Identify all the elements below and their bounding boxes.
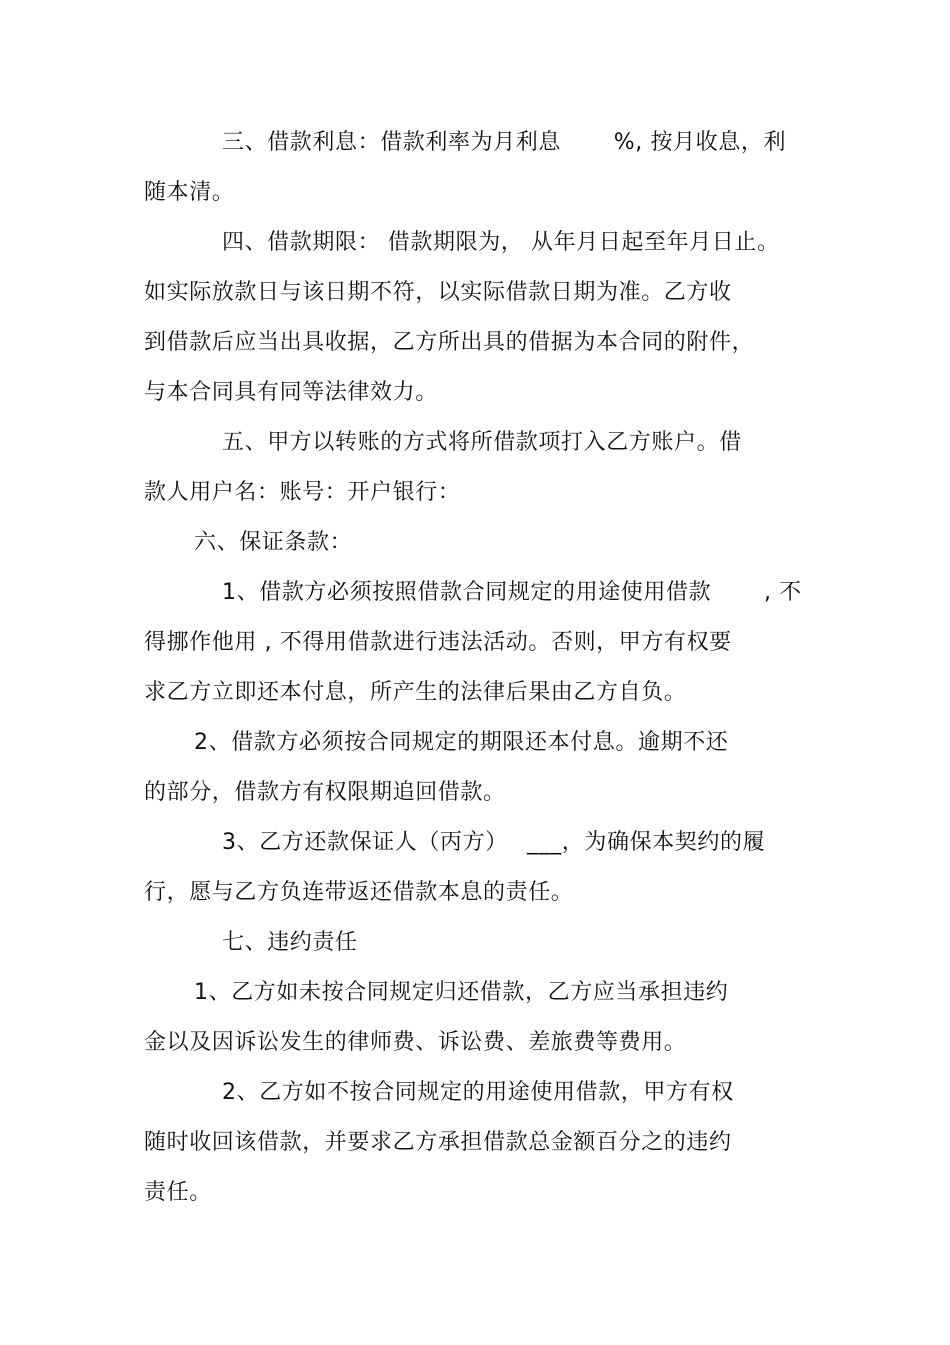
text-line: 1、借款方必须按照借款合同规定的用途使用借款 , 不 [222,580,802,605]
text-line: 责任。 [144,1180,212,1205]
text-line: 四、借款期限： 借款期限为， 从年月日起至年月日止。 [222,230,780,255]
text-line: 款人用户名：账号：开户银行： [144,480,461,505]
text-line: 行，愿与乙方负连带返还借款本息的责任。 [144,880,574,905]
text-line: 七、违约责任 [222,930,358,955]
text-line: 五、甲方以转账的方式将所借款项打入乙方账户。借 [222,430,742,455]
text-line: 随时收回该借款，并要求乙方承担借款总金额百分之的违约 [144,1130,732,1155]
text-line: 2、乙方如不按合同规定的用途使用借款，甲方有权 [222,1080,734,1105]
text-line: 金以及因诉讼发生的律师费、诉讼费、差旅费等费用。 [144,1030,687,1055]
text-line: 得挪作他用 , 不得用借款进行违法活动。否则，甲方有权要 [144,630,732,655]
text-line: 如实际放款日与该日期不符，以实际借款日期为准。乙方收 [144,280,732,305]
text-line: 3、乙方还款保证人（丙方） ___，为确保本契约的履 [222,830,766,855]
text-line: 2、借款方必须按合同规定的期限还本付息。逾期不还 [194,730,729,755]
text-line: 的部分，借款方有权限期追回借款。 [144,780,506,805]
text-line: 六、保证条款： [194,530,353,555]
text-line: 随本清。 [144,180,235,205]
text-line: 三、借款利息：借款利率为月利息 %, 按月收息，利 [222,130,787,155]
text-line: 与本合同具有同等法律效力。 [144,380,438,405]
text-line: 求乙方立即还本付息，所产生的法律后果由乙方自负。 [144,680,687,705]
text-line: 1、乙方如未按合同规定归还借款，乙方应当承担违约 [194,980,729,1005]
text-line: 到借款后应当出具收据，乙方所出具的借据为本合同的附件， [144,330,755,355]
